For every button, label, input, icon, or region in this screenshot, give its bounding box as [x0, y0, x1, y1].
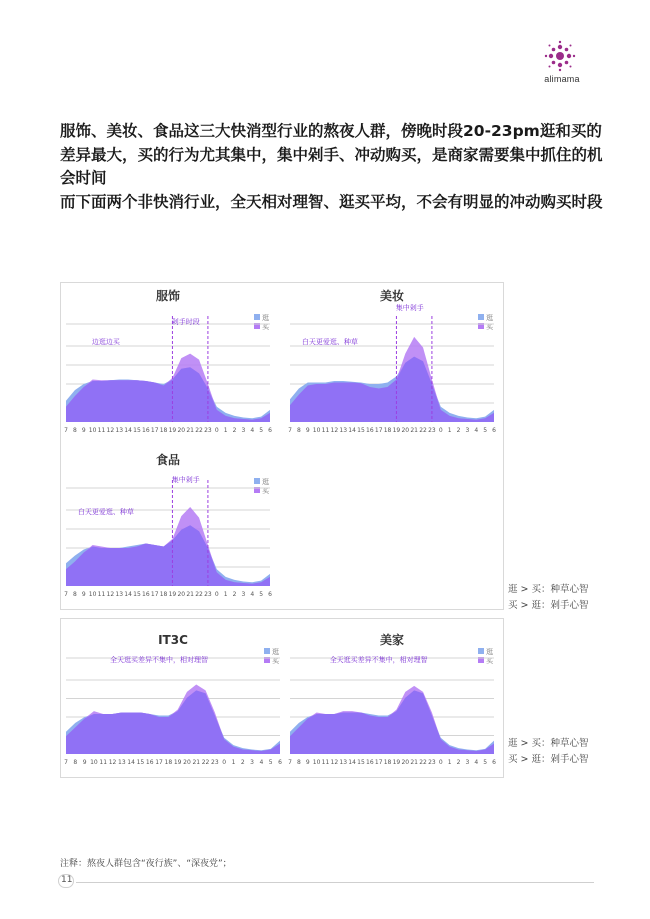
- x-tick-label: 22: [195, 427, 203, 434]
- x-tick-label: 19: [173, 759, 182, 766]
- x-tick-label: 8: [296, 427, 301, 434]
- x-tick-label: 10: [90, 759, 98, 766]
- footnote: 注释：熬夜人群包含“夜行族”、“深夜党”；: [60, 859, 232, 869]
- x-tick-label: 16: [366, 427, 374, 434]
- series-area-overlap: [66, 367, 270, 422]
- legend-label-buy: 买: [262, 487, 269, 495]
- x-tick-label: 20: [183, 759, 191, 766]
- x-tick-label: 23: [428, 759, 436, 766]
- side-note-buy-gt-browse: 买 > 逛：剁手心智: [508, 754, 589, 765]
- chart-legend: [254, 314, 270, 331]
- x-tick-label: 11: [97, 427, 106, 434]
- x-tick-label: 20: [177, 591, 186, 598]
- x-tick-label: 23: [204, 427, 212, 434]
- chart-legend: [264, 648, 280, 665]
- x-tick-label: 3: [241, 427, 246, 434]
- x-tick-label: 2: [232, 591, 237, 598]
- x-tick-label: 14: [124, 591, 132, 598]
- legend-label-browse: 逛: [486, 648, 493, 656]
- x-tick-label: 3: [241, 591, 246, 598]
- chart-apparel: [62, 284, 274, 434]
- x-tick-label: 21: [410, 759, 418, 766]
- legend-label-buy: 买: [486, 657, 493, 665]
- chart-svg: [286, 628, 498, 770]
- x-tick-label: 19: [392, 759, 401, 766]
- x-tick-label: 16: [145, 759, 154, 766]
- x-tick-label: 21: [186, 591, 194, 598]
- x-tick-label: 3: [465, 759, 470, 766]
- chart-annotation: 全天逛买差异不集中，相对理智: [110, 656, 209, 664]
- x-tick-label: 10: [88, 591, 97, 598]
- x-tick-label: 6: [278, 759, 282, 766]
- x-tick-label: 12: [106, 427, 115, 434]
- chart-beauty: [286, 284, 498, 434]
- legend-swatch-browse: [254, 478, 260, 484]
- x-tick-label: 4: [474, 759, 479, 766]
- legend-label-browse: 逛: [262, 478, 269, 486]
- x-tick-label: 11: [97, 591, 106, 598]
- x-tick-label: 19: [392, 427, 401, 434]
- x-tick-label: 7: [288, 759, 292, 766]
- chart-title: 美家: [379, 633, 405, 647]
- chart-annotation: 集中剁手: [171, 476, 200, 484]
- x-tick-label: 14: [124, 427, 132, 434]
- chart-svg: [62, 448, 274, 598]
- x-tick-label: 17: [150, 427, 159, 434]
- x-tick-label: 13: [339, 427, 348, 434]
- x-tick-label: 0: [214, 427, 219, 434]
- side-notes-top: [508, 582, 589, 614]
- chart-annotation: 全天逛买差异不集中，相对理智: [329, 656, 428, 664]
- x-tick-label: 8: [73, 759, 78, 766]
- side-notes-bottom: [508, 736, 589, 768]
- legend-swatch-browse: [478, 314, 484, 320]
- x-tick-label: 9: [82, 759, 87, 766]
- x-tick-label: 2: [232, 427, 237, 434]
- logo-text: alimama: [544, 74, 580, 84]
- x-tick-label: 0: [222, 759, 227, 766]
- x-tick-label: 11: [99, 759, 108, 766]
- x-tick-label: 6: [268, 591, 272, 598]
- x-tick-label: 16: [142, 427, 150, 434]
- x-tick-label: 21: [192, 759, 201, 766]
- chart-annotation: 集中剁手: [395, 304, 424, 312]
- x-tick-label: 13: [339, 759, 348, 766]
- x-tick-label: 22: [419, 427, 427, 434]
- chart-legend: [254, 478, 270, 495]
- legend-swatch-browse: [264, 648, 270, 654]
- x-tick-label: 1: [223, 591, 228, 598]
- x-tick-label: 14: [348, 759, 356, 766]
- x-tick-label: 3: [465, 427, 470, 434]
- x-tick-label: 21: [410, 427, 418, 434]
- x-tick-label: 7: [64, 427, 68, 434]
- x-tick-label: 16: [142, 591, 150, 598]
- legend-label-browse: 逛: [272, 648, 279, 656]
- x-tick-label: 12: [106, 591, 115, 598]
- series-area-overlap: [290, 357, 494, 422]
- x-tick-label: 5: [259, 427, 264, 434]
- x-tick-label: 15: [357, 427, 365, 434]
- x-tick-label: 8: [72, 591, 77, 598]
- x-tick-label: 18: [383, 759, 392, 766]
- legend-swatch-browse: [254, 314, 260, 320]
- alimama-logo-mark: [534, 40, 586, 74]
- x-tick-label: 18: [383, 427, 392, 434]
- x-tick-label: 12: [330, 427, 339, 434]
- x-tick-label: 15: [133, 427, 141, 434]
- x-tick-label: 15: [133, 591, 141, 598]
- chart-food: [62, 448, 274, 598]
- x-tick-label: 15: [136, 759, 145, 766]
- x-tick-label: 0: [438, 759, 443, 766]
- x-tick-label: 13: [115, 427, 124, 434]
- x-tick-label: 16: [366, 759, 374, 766]
- x-tick-label: 6: [492, 427, 496, 434]
- x-tick-label: 10: [88, 427, 97, 434]
- x-tick-label: 13: [118, 759, 126, 766]
- x-tick-label: 17: [155, 759, 163, 766]
- x-tick-label: 5: [259, 591, 264, 598]
- x-tick-label: 9: [81, 591, 86, 598]
- chart-legend: [478, 648, 494, 665]
- x-tick-label: 18: [159, 427, 168, 434]
- x-tick-label: 20: [177, 427, 186, 434]
- legend-swatch-browse: [478, 648, 484, 654]
- x-tick-label: 2: [240, 759, 245, 766]
- series-area-overlap: [66, 690, 280, 754]
- side-note-buy-gt-browse: 买 > 逛：剁手心智: [508, 600, 589, 611]
- legend-label-browse: 逛: [262, 314, 269, 322]
- x-tick-label: 23: [204, 591, 212, 598]
- chart-it3c: [62, 628, 284, 770]
- x-tick-label: 9: [305, 759, 310, 766]
- x-tick-label: 12: [330, 759, 339, 766]
- x-tick-label: 15: [357, 759, 365, 766]
- x-tick-label: 8: [72, 427, 77, 434]
- x-tick-label: 18: [164, 759, 173, 766]
- chart-svg: [62, 628, 284, 770]
- x-tick-label: 8: [296, 759, 301, 766]
- x-tick-label: 0: [438, 427, 443, 434]
- x-tick-label: 1: [223, 427, 228, 434]
- x-tick-label: 13: [115, 591, 124, 598]
- x-tick-label: 4: [474, 427, 479, 434]
- x-tick-label: 4: [250, 427, 255, 434]
- x-tick-label: 22: [419, 759, 427, 766]
- x-tick-label: 14: [348, 427, 356, 434]
- chart-home: [286, 628, 498, 770]
- footer-divider: [76, 882, 594, 883]
- x-tick-label: 19: [168, 591, 177, 598]
- x-tick-label: 23: [428, 427, 436, 434]
- x-tick-label: 20: [401, 427, 410, 434]
- x-tick-label: 5: [483, 427, 488, 434]
- legend-label-buy: 买: [262, 323, 269, 331]
- x-tick-label: 4: [259, 759, 264, 766]
- x-tick-label: 11: [321, 427, 330, 434]
- series-area-overlap: [66, 525, 270, 586]
- x-tick-label: 22: [201, 759, 210, 766]
- chart-annotation: 剁手时段: [171, 318, 200, 326]
- x-tick-label: 9: [305, 427, 310, 434]
- x-tick-label: 6: [492, 759, 496, 766]
- chart-legend: [478, 314, 494, 331]
- chart-title: 服饰: [155, 289, 181, 303]
- chart-annotation: 白天更爱逛、种草: [77, 508, 134, 516]
- x-tick-label: 5: [483, 759, 488, 766]
- x-tick-label: 1: [447, 759, 452, 766]
- x-tick-label: 17: [374, 427, 383, 434]
- chart-title: IT3C: [158, 633, 188, 647]
- series-area-overlap: [290, 690, 494, 754]
- chart-svg: [62, 284, 274, 434]
- headline-line-2: 而下面两个非快消行业，全天相对理智、逛买平均，不会有明显的冲动购买时段: [60, 192, 603, 211]
- x-tick-label: 1: [447, 427, 452, 434]
- chart-annotation: 边逛边买: [91, 338, 120, 346]
- x-tick-label: 10: [312, 427, 321, 434]
- x-tick-label: 7: [64, 759, 68, 766]
- side-note-browse-gt-buy: 逛 > 买：种草心智: [508, 738, 589, 749]
- x-tick-label: 23: [211, 759, 219, 766]
- x-tick-label: 20: [401, 759, 410, 766]
- headline-line-1: 服饰、美妆、食品这三大快消型行业的熬夜人群，傍晚时段20-23pm逛和买的差异最大，买的行为尤其集中，集中剁手、冲动购买，是商家需要集中抓住的机会时间: [60, 122, 603, 187]
- x-tick-label: 2: [456, 759, 461, 766]
- chart-svg: [286, 284, 498, 434]
- x-tick-label: 5: [268, 759, 273, 766]
- chart-title: 美妆: [379, 289, 405, 303]
- x-tick-label: 1: [231, 759, 236, 766]
- x-tick-label: 19: [168, 427, 177, 434]
- x-tick-label: 17: [374, 759, 383, 766]
- page-number: 11: [61, 875, 73, 885]
- x-tick-label: 12: [108, 759, 117, 766]
- chart-title: 食品: [155, 453, 181, 467]
- x-tick-label: 7: [288, 427, 292, 434]
- x-tick-label: 17: [150, 591, 159, 598]
- x-tick-label: 14: [127, 759, 135, 766]
- legend-label-buy: 买: [272, 657, 279, 665]
- x-tick-label: 7: [64, 591, 68, 598]
- chart-annotation: 白天更爱逛、种草: [301, 338, 358, 346]
- x-tick-label: 6: [268, 427, 272, 434]
- x-tick-label: 18: [159, 591, 168, 598]
- x-tick-label: 9: [81, 427, 86, 434]
- x-tick-label: 22: [195, 591, 203, 598]
- x-tick-label: 11: [321, 759, 330, 766]
- legend-label-browse: 逛: [486, 314, 493, 322]
- legend-label-buy: 买: [486, 323, 493, 331]
- headline: [60, 120, 606, 214]
- x-tick-label: 3: [250, 759, 255, 766]
- x-tick-label: 0: [214, 591, 219, 598]
- x-tick-label: 4: [250, 591, 255, 598]
- x-tick-label: 10: [312, 759, 321, 766]
- x-tick-label: 2: [456, 427, 461, 434]
- side-note-browse-gt-buy: 逛 > 买：种草心智: [508, 584, 589, 595]
- x-tick-label: 21: [186, 427, 194, 434]
